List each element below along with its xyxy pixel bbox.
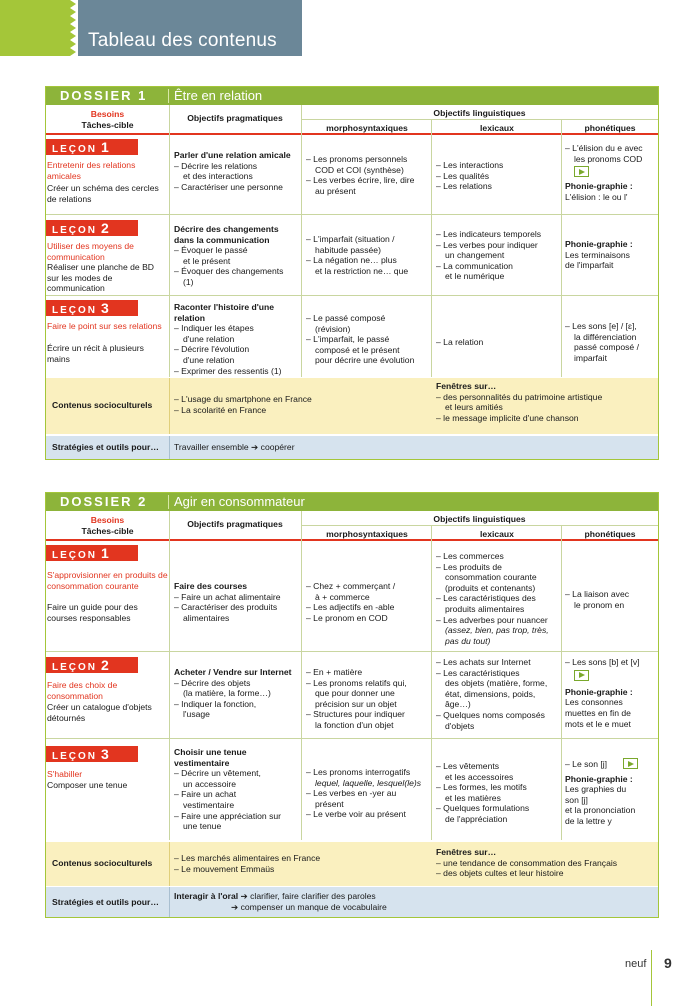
strat-label: Stratégies et outils pour… <box>52 442 159 452</box>
morpho-line: (révision) <box>315 323 351 334</box>
dossier-2-header <box>46 493 658 511</box>
lecon-number: 3 <box>101 300 109 316</box>
strat-title: Interagir à l'oral <box>174 891 239 901</box>
prag-line: – Indiquer la fonction, <box>174 698 257 709</box>
morpho-line: – Le verbe voir au présent <box>306 809 406 820</box>
col-linguistiques: Objectifs linguistiques <box>433 108 526 118</box>
prag-line: – Décrire un vêtement, <box>174 768 261 779</box>
header-green-band <box>0 0 70 56</box>
phon-line: L'élision : le ou l' <box>565 192 628 203</box>
dossier-2-label: DOSSIER 2 <box>60 494 148 509</box>
grid-line <box>169 436 170 459</box>
fenetres-line: et leurs amitiés <box>445 402 503 413</box>
lex-line: des objets (matière, forme, <box>445 678 548 689</box>
col-besoins: Besoins <box>90 109 125 119</box>
morpho-line: – Structures pour indiquer <box>306 709 405 720</box>
col-phonetiques: phonétiques <box>584 123 636 133</box>
phon-line: la différenciation <box>574 331 637 342</box>
lex-line: état, dimensions, poids, <box>445 688 536 699</box>
morpho-line: – Le pronom en COD <box>306 612 388 623</box>
phon-line: les pronoms COD <box>574 153 643 164</box>
morpho-line: – L'imparfait (situation / <box>306 234 395 244</box>
grid-line <box>46 295 658 296</box>
grid-line <box>561 119 562 377</box>
grid-line <box>46 133 658 135</box>
grid-line <box>431 525 432 840</box>
phon-title: Phonie-graphie : <box>565 773 633 784</box>
dossier-1-table <box>45 86 659 460</box>
lecon-besoin: Entretenir des relations amicales <box>47 160 136 181</box>
lecon-word: LEÇON <box>52 305 97 316</box>
socio-row <box>46 842 658 886</box>
prag-line: l'usage <box>183 709 210 720</box>
lex-line: – Les interactions <box>436 160 504 170</box>
morpho-line: – Chez + commerçant / <box>306 581 396 591</box>
lex-line: – La relation <box>436 337 484 347</box>
lex-line: – Les vêtements <box>436 761 500 771</box>
prag-line: – Exprimer des ressentis (1) <box>174 365 282 376</box>
lecon-besoin: Faire le point sur ses relations <box>47 321 162 331</box>
lex-line: pas du tout) <box>445 635 491 646</box>
strat-line: ➔ clarifier, faire clarifier des paroles <box>240 891 376 901</box>
phon-line: et la prononciation <box>565 805 636 816</box>
lecon-word: LEÇON <box>52 144 97 155</box>
lecon-1-tag <box>46 139 138 155</box>
prag-line: d'une relation <box>183 333 235 344</box>
lex-line: de l'appréciation <box>445 813 508 824</box>
phon-line: – Les sons [e] / [ɛ], <box>565 321 637 331</box>
col-linguistiques: Objectifs linguistiques <box>433 514 526 524</box>
prag-title: Décrire des changements dans la communication <box>174 224 279 245</box>
lex-line: – Les commerces <box>436 551 504 561</box>
morpho-line: COD et COI (synthèse) <box>315 164 404 175</box>
strategies-row <box>46 436 658 459</box>
morpho-line: – Les verbes écrire, lire, dire <box>306 175 415 186</box>
lecon-3-tag <box>46 746 138 762</box>
col-phonetiques: phonétiques <box>584 529 636 539</box>
strat-label: Stratégies et outils pour… <box>52 897 159 907</box>
phon-line: Les terminaisons <box>565 249 630 260</box>
grid-line <box>302 525 658 526</box>
grid-line <box>46 738 658 739</box>
lex-line: – Les verbes pour indiquer <box>436 239 538 250</box>
prag-line: – Évoquer des changements <box>174 266 284 277</box>
phon-line: muettes en fin de <box>565 708 631 719</box>
prag-line: – Décrire les relations <box>174 160 258 171</box>
lex-line: – Quelques noms composés <box>436 709 545 720</box>
dossier-1-label: DOSSIER 1 <box>60 88 148 103</box>
phon-line: mots et le e muet <box>565 718 631 729</box>
grid-line <box>169 378 170 434</box>
lecon-tache: Réaliser une planche de BD sur les modes de communication <box>47 262 155 294</box>
morpho-line: habitude passée) <box>315 244 381 255</box>
fenetres-title: Fenêtres sur… <box>436 847 497 857</box>
prag-title: Parler d'une relation amicale <box>174 150 291 160</box>
lecon-2-tag <box>46 657 138 673</box>
lex-line: – Les formes, les motifs <box>436 782 527 793</box>
lex-line: – Quelques formulations <box>436 803 530 814</box>
phon-line: le pronom en <box>574 599 625 610</box>
prag-line: un accessoire <box>183 778 237 789</box>
phon-line: – La liaison avec <box>565 589 630 599</box>
lex-line: – Les qualités <box>436 170 490 181</box>
morpho-line: – Les pronoms interrogatifs <box>306 767 411 777</box>
phon-title: Phonie-graphie : <box>565 181 633 192</box>
prag-line: – Décrire des objets <box>174 677 251 688</box>
lecon-number: 3 <box>101 746 109 762</box>
morpho-line: – La négation ne… plus <box>306 255 397 266</box>
lecon-number: 1 <box>101 545 109 561</box>
phon-title: Phonie-graphie : <box>565 686 633 697</box>
prag-line: alimentaires <box>183 612 230 623</box>
lecon-besoin: Utiliser des moyens de communication <box>47 241 134 262</box>
lex-line: un changement <box>445 250 505 261</box>
col-pragmatiques: Objectifs pragmatiques <box>187 519 283 529</box>
phon-line: passé composé / <box>574 342 639 353</box>
audio-play-icon[interactable] <box>623 758 638 769</box>
page-number: 9 <box>664 955 672 971</box>
lecon-besoin: S'approvisionner en produits de consommation courante <box>47 570 168 591</box>
lecon-tache: Composer une tenue <box>47 780 128 790</box>
lex-line: – Les caractéristiques des <box>436 593 536 604</box>
morpho-line: précision sur un objet <box>315 698 397 709</box>
lex-line: âge…) <box>445 699 471 710</box>
phon-line: imparfait <box>574 352 607 363</box>
grid-line <box>46 651 658 652</box>
grid-line <box>46 539 658 541</box>
prag-line: – Faire un achat alimentaire <box>174 591 281 602</box>
dossier-2-title: Agir en consommateur <box>174 494 305 509</box>
dossier-2-table <box>45 492 659 918</box>
phon-line: – Les sons [b] et [v] <box>565 657 640 667</box>
lecon-tache: Faire un guide pour des courses responsables <box>47 602 138 623</box>
morpho-line: à + commerce <box>315 591 370 602</box>
phon-line: – L'élision du e avec <box>565 143 643 153</box>
morpho-line: et la restriction ne… que <box>315 265 409 276</box>
prag-title: Raconter l'histoire d'une relation <box>174 302 275 323</box>
col-taches: Tâches-cible <box>81 120 134 130</box>
phon-line: de l'imparfait <box>565 260 614 271</box>
grid-line <box>46 214 658 215</box>
lecon-tache: Écrire un récit à plusieurs mains <box>47 343 144 364</box>
prag-line: (1) <box>183 276 194 287</box>
col-lexicaux: lexicaux <box>480 123 514 133</box>
lex-line: – La communication <box>436 260 513 271</box>
phon-line: de la lettre y <box>565 815 612 826</box>
socio-line: – Les marchés alimentaires en France <box>174 853 321 863</box>
page-number-divider <box>651 950 652 1006</box>
morpho-line: composé et le présent <box>315 344 400 355</box>
socio-label: Contenus socioculturels <box>52 858 153 868</box>
grid-line <box>301 511 302 840</box>
page-title: Tableau des contenus <box>88 30 277 51</box>
lecon-tache: Créer un schéma des cercles de relations <box>47 183 159 204</box>
prag-line: – Caractériser une personne <box>174 181 283 192</box>
lex-line: consommation courante <box>445 572 537 583</box>
col-taches: Tâches-cible <box>81 526 134 536</box>
col-morpho: morphosyntaxiques <box>326 529 408 539</box>
lex-line: – Les adverbes pour nuancer <box>436 614 548 625</box>
lecon-number: 2 <box>101 657 109 673</box>
lecon-1-tag <box>46 545 138 561</box>
audio-play-icon[interactable] <box>574 670 589 681</box>
lex-line: – Les caractéristiques <box>436 667 520 678</box>
fenetres-line: – une tendance de consommation des Français <box>436 857 618 868</box>
socio-label: Contenus socioculturels <box>52 400 153 410</box>
morpho-line: – Les pronoms personnels <box>306 154 408 164</box>
socio-row <box>46 378 658 434</box>
socio-line: – Le mouvement Emmaüs <box>174 863 275 874</box>
dossier-1-header <box>46 87 658 105</box>
col-morpho: morphosyntaxiques <box>326 123 408 133</box>
prag-line: – Indiquer les étapes <box>174 323 254 334</box>
grid-line <box>169 842 170 886</box>
socio-line: – L'usage du smartphone en France <box>174 394 312 404</box>
lecon-word: LEÇON <box>52 751 97 762</box>
grid-line <box>302 119 658 120</box>
lex-line: – Les indicateurs temporels <box>436 229 542 239</box>
morpho-line: lequel, laquelle, lesquel(le)s <box>315 777 422 788</box>
lecon-besoin: S'habiller <box>47 769 83 779</box>
dossier-header-divider <box>168 495 169 509</box>
prag-line: – Caractériser des produits <box>174 602 278 613</box>
lex-line: (assez, bien, pas trop, très, <box>445 625 549 636</box>
morpho-line: – Les pronoms relatifs qui, <box>306 677 407 688</box>
prag-title: Faire des courses <box>174 581 248 591</box>
lex-line: (produits et contenants) <box>445 582 536 593</box>
morpho-line: – Les adjectifs en -able <box>306 602 395 613</box>
grid-line <box>301 105 302 377</box>
phon-line: – Le son [j] <box>565 759 608 769</box>
lecon-word: LEÇON <box>52 225 97 236</box>
lecon-besoin: Faire des choix de consommation <box>47 680 118 701</box>
col-besoins: Besoins <box>90 515 125 525</box>
dossier-header-divider <box>168 89 169 103</box>
grid-line <box>169 105 170 377</box>
fenetres-line: – des objets cultes et leur histoire <box>436 868 564 879</box>
page-word: neuf <box>625 958 647 970</box>
strat-text: Travailler ensemble ➔ coopérer <box>174 442 295 452</box>
lecon-word: LEÇON <box>52 662 97 673</box>
col-pragmatiques: Objectifs pragmatiques <box>187 113 283 123</box>
lex-line: et le numérique <box>445 271 505 282</box>
lex-line: d'objets <box>445 720 475 731</box>
phon-title: Phonie-graphie : <box>565 239 633 249</box>
phon-line: son [j] <box>565 794 588 805</box>
prag-line: – Décrire l'évolution <box>174 344 250 355</box>
prag-title: Acheter / Vendre sur Internet <box>174 667 292 677</box>
prag-line: – Faire une appréciation sur <box>174 810 282 821</box>
morpho-line: – L'imparfait, le passé <box>306 334 390 345</box>
morpho-line: – Le passé composé <box>306 313 386 323</box>
strategies-row <box>46 887 658 917</box>
grid-line <box>169 887 170 917</box>
morpho-line: que pour donner une <box>315 688 395 699</box>
grid-line <box>431 119 432 377</box>
lex-line: produits alimentaires <box>445 603 525 614</box>
prag-line: d'une relation <box>183 354 235 365</box>
phon-line: Les consonnes <box>565 697 623 708</box>
prag-line: (la matière, la forme…) <box>183 688 271 699</box>
prag-line: une tenue <box>183 821 222 832</box>
lecon-word: LEÇON <box>52 550 97 561</box>
prag-line: vestimentaire <box>183 799 235 810</box>
prag-line: et des interactions <box>183 171 253 182</box>
dossier-1-title: Être en relation <box>174 88 263 103</box>
lecon-number: 1 <box>101 139 109 155</box>
grid-line <box>561 525 562 840</box>
lex-line: – Les achats sur Internet <box>436 657 531 667</box>
audio-play-icon[interactable] <box>574 166 589 177</box>
col-lexicaux: lexicaux <box>480 529 514 539</box>
morpho-line: présent <box>315 798 344 809</box>
morpho-line: – Les verbes en -yer au <box>306 788 397 799</box>
socio-line: – La scolarité en France <box>174 404 267 415</box>
morpho-line: la fonction d'un objet <box>315 719 394 730</box>
lecon-tache: Créer un catalogue d'objets détournés <box>47 702 152 723</box>
prag-line: et le présent <box>183 255 231 266</box>
lecon-2-tag <box>46 220 138 236</box>
lecon-number: 2 <box>101 220 109 236</box>
grid-line <box>169 511 170 840</box>
lex-line: – Les relations <box>436 181 492 192</box>
prag-line: – Évoquer le passé <box>174 245 248 256</box>
lex-line: – Les produits de <box>436 561 502 572</box>
lex-line: et les accessoires <box>445 771 514 782</box>
morpho-line: pour décrire une évolution <box>315 355 415 366</box>
prag-line: – Faire un achat <box>174 789 237 800</box>
fenetres-line: – le message implicite d'une chanson <box>436 412 579 423</box>
fenetres-title: Fenêtres sur… <box>436 381 497 391</box>
strat-line: ➔ compenser un manque de vocabulaire <box>231 901 387 912</box>
fenetres-line: – des personnalités du patrimoine artistique <box>436 391 603 402</box>
prag-title: Choisir une tenue vestimentaire <box>174 747 247 768</box>
lex-line: et les matières <box>445 792 501 803</box>
header-zigzag-edge <box>62 0 78 56</box>
morpho-line: – En + matière <box>306 667 363 677</box>
phon-line: Les graphies du <box>565 784 627 795</box>
morpho-line: au présent <box>315 185 356 196</box>
lecon-3-tag <box>46 300 138 316</box>
